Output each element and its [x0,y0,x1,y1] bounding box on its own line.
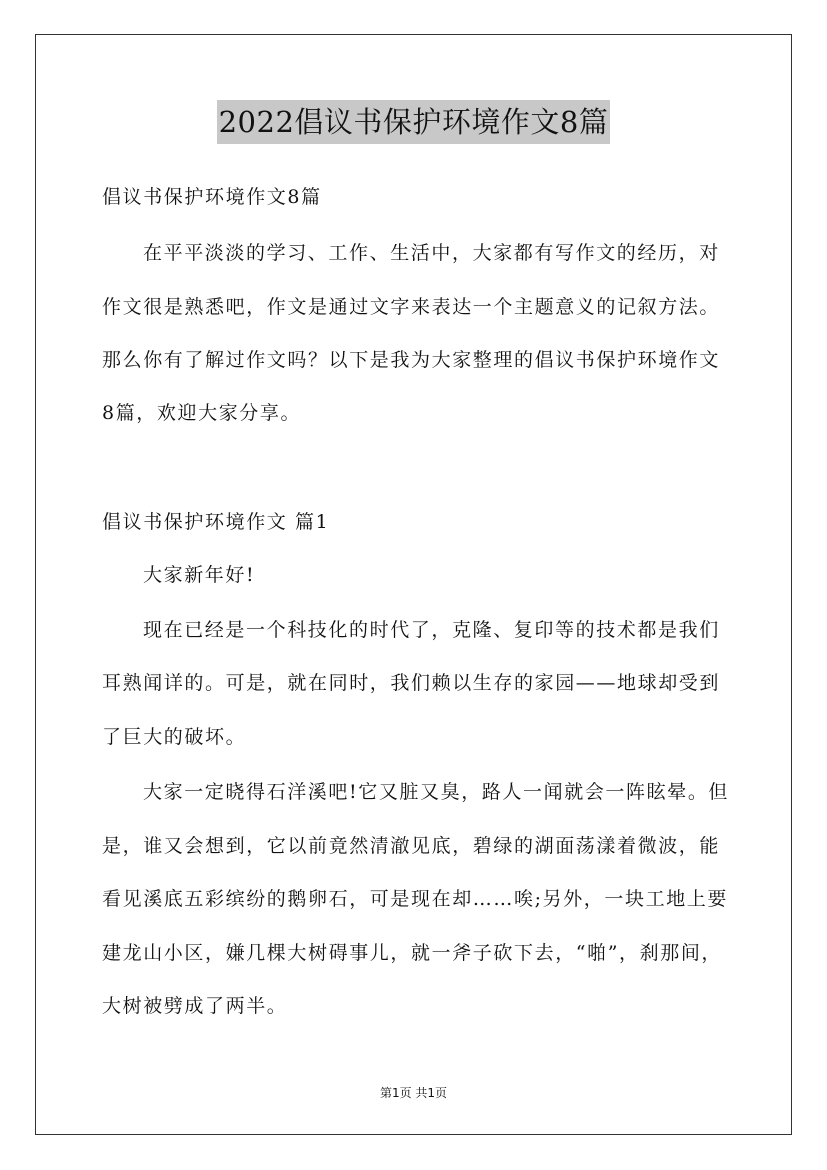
intro-line: 作文很是熟悉吧，作文是通过文字来表达一个主题意义的记叙方法。 [102,296,721,318]
paragraph-line: 建龙山小区，嫌几棵大树碍事儿，就一斧子砍下去，“啪”，刹那间， [102,942,723,964]
title-container [0,100,827,144]
paragraph-line: 是，谁又会想到，它以前竟然清澈见底，碧绿的湖面荡漾着微波，能 [102,835,721,857]
paragraph-line: 大树被劈成了两半。 [102,995,288,1017]
document-title: 2022倡议书保护环境作文8篇 [217,100,611,144]
page-number: 第1页 共1页 [379,1086,448,1100]
paragraph-line: 看见溪底五彩缤纷的鹅卵石，可是现在却……唉;另外，一块工地上要 [102,888,729,910]
intro-line: 在平平淡淡的学习、工作、生活中，大家都有写作文的经历，对 [143,242,720,264]
subtitle: 倡议书保护环境作文8篇 [102,186,322,208]
intro-line: 8篇，欢迎大家分享。 [102,402,302,424]
greeting: 大家新年好! [143,564,256,586]
paragraph-line: 现在已经是一个科技化的时代了，克隆、复印等的技术都是我们 [143,619,720,641]
section-heading: 倡议书保护环境作文 篇1 [102,511,330,533]
intro-line: 那么你有了解过作文吗？以下是我为大家整理的倡议书保护环境作文 [102,349,721,371]
paragraph-line: 了巨大的破坏。 [102,726,247,748]
paragraph-line: 大家一定晓得石洋溪吧!它又脏又臭，路人一闻就会一阵眩晕。但 [143,781,730,803]
paragraph-line: 耳熟闻详的。可是，就在同时，我们赖以生存的家园——地球却受到 [102,672,721,694]
